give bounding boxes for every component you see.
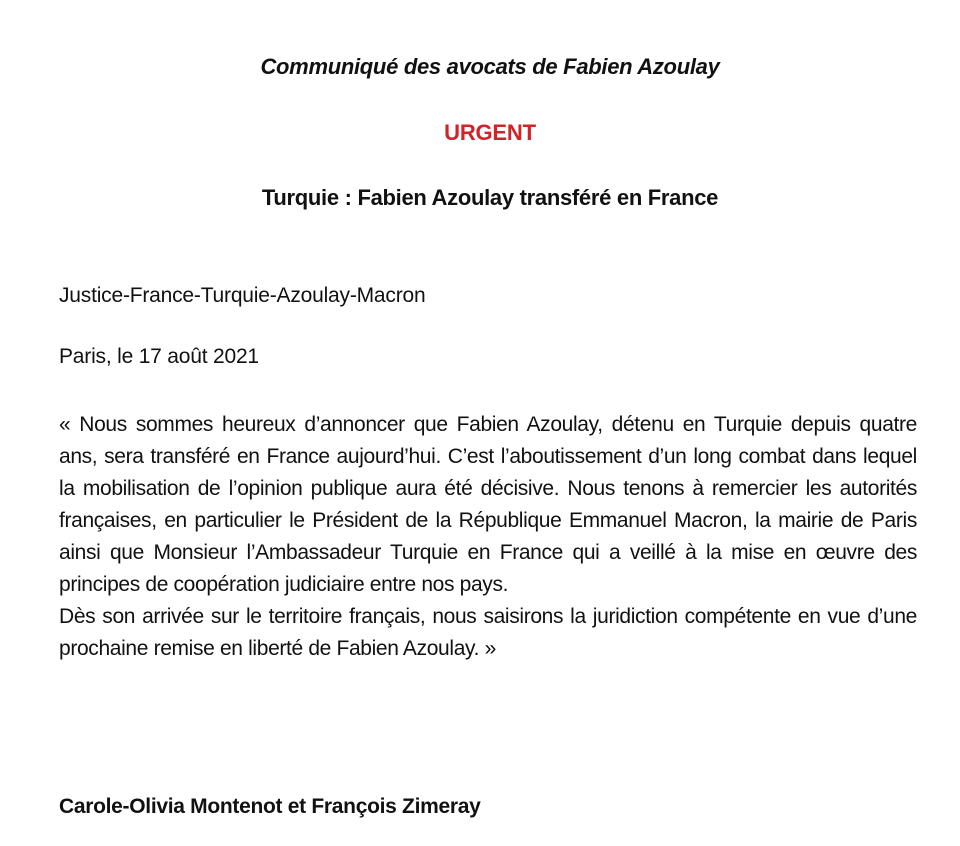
statement-paragraph-2: Dès son arrivée sur le territoire français, nous saisirons la juridiction compétente en vue d’une prochaine remise en liberté de Fabien Azoulay. » xyxy=(59,605,917,660)
statement-body xyxy=(59,409,917,665)
document-title: Turquie : Fabien Azoulay transféré en France xyxy=(261,185,719,210)
statement-paragraph-1: « Nous sommes heureux d’annoncer que Fabien Azoulay, détenu en Turquie depuis quatre ans, sera transféré en France aujourd’hui. C’est l’aboutissement d’un long combat dans lequel la mobilisation de l’opinion publique aura été décisive. Nous tenons à remercier les autorités françaises, en particulier le Président de la République Emmanuel Macron, la mairie de Paris ainsi que Monsieur l’Ambassadeur Turquie en France qui a veillé à la mise en œuvre des principes de coopération judiciaire entre nos pays. xyxy=(59,413,917,596)
subject-tags: Justice-France-Turquie-Azoulay-Macron xyxy=(59,284,426,307)
document-heading: Communiqué des avocats de Fabien Azoulay xyxy=(260,54,720,79)
dateline: Paris, le 17 août 2021 xyxy=(59,345,259,368)
urgent-label: URGENT xyxy=(444,120,536,145)
signature: Carole-Olivia Montenot et François Zimeray xyxy=(59,795,481,818)
